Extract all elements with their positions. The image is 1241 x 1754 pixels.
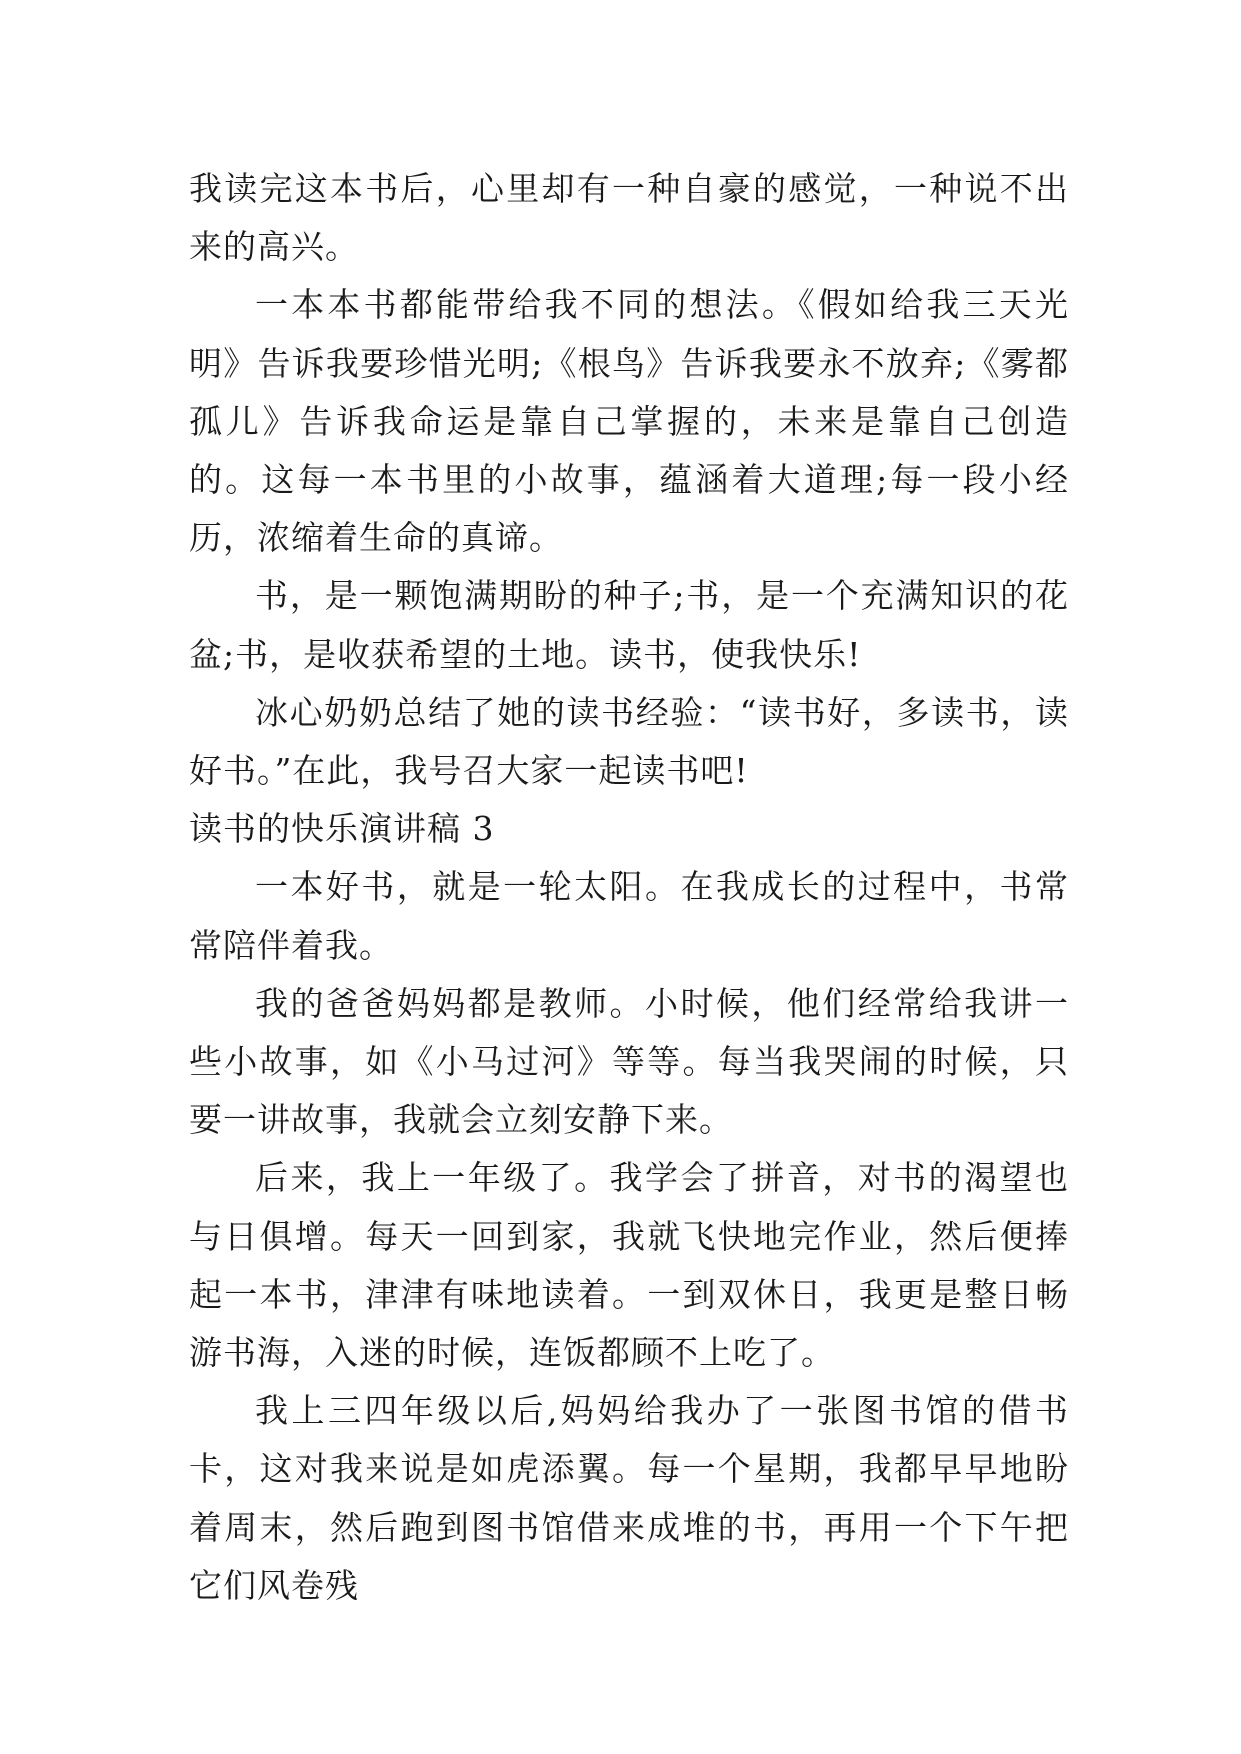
- paragraph: 一本本书都能带给我不同的想法。《假如给我三天光明》告诉我要珍惜光明;《根鸟》告诉我要永不放弃;《雾都孤儿》告诉我命运是靠自己掌握的，未来是靠自己创造的。这每一本书里的小故事，蕴涵着大道理;每一段小经历，浓缩着生命的真谛。: [189, 285, 1069, 558]
- paragraph: 我上三四年级以后,妈妈给我办了一张图书馆的借书卡，这对我来说是如虎添翼。每一个星期，我都早早地盼着周末，然后跑到图书馆借来成堆的书，再用一个下午把它们风卷残: [189, 1391, 1069, 1605]
- paragraph: 我的爸爸妈妈都是教师。小时候，他们经常给我讲一些小故事，如《小马过河》等等。每当我哭闹的时候，只要一讲故事，我就会立刻安静下来。: [189, 983, 1069, 1140]
- document-body: [189, 160, 1069, 1615]
- paragraph: 一本好书，就是一轮太阳。在我成长的过程中，书常常陪伴着我。: [189, 867, 1069, 965]
- paragraph: 我读完这本书后，心里却有一种自豪的感觉，一种说不出来的高兴。: [189, 169, 1069, 267]
- paragraph: 冰心奶奶总结了她的读书经验：“读书好，多读书，读好书。”在此，我号召大家一起读书吧!: [189, 692, 1069, 791]
- paragraph: 后来，我上一年级了。我学会了拼音，对书的渴望也与日俱增。每天一回到家，我就飞快地完作业，然后便捧起一本书，津津有味地读着。一到双休日，我更是整日畅游书海，入迷的时候，连饭都顾不上吃了。: [189, 1158, 1069, 1373]
- paragraph: 书，是一颗饱满期盼的种子;书，是一个充满知识的花盆;书，是收获希望的土地。读书，使我快乐!: [189, 576, 1069, 674]
- section-title: 读书的快乐演讲稿 3: [189, 809, 495, 849]
